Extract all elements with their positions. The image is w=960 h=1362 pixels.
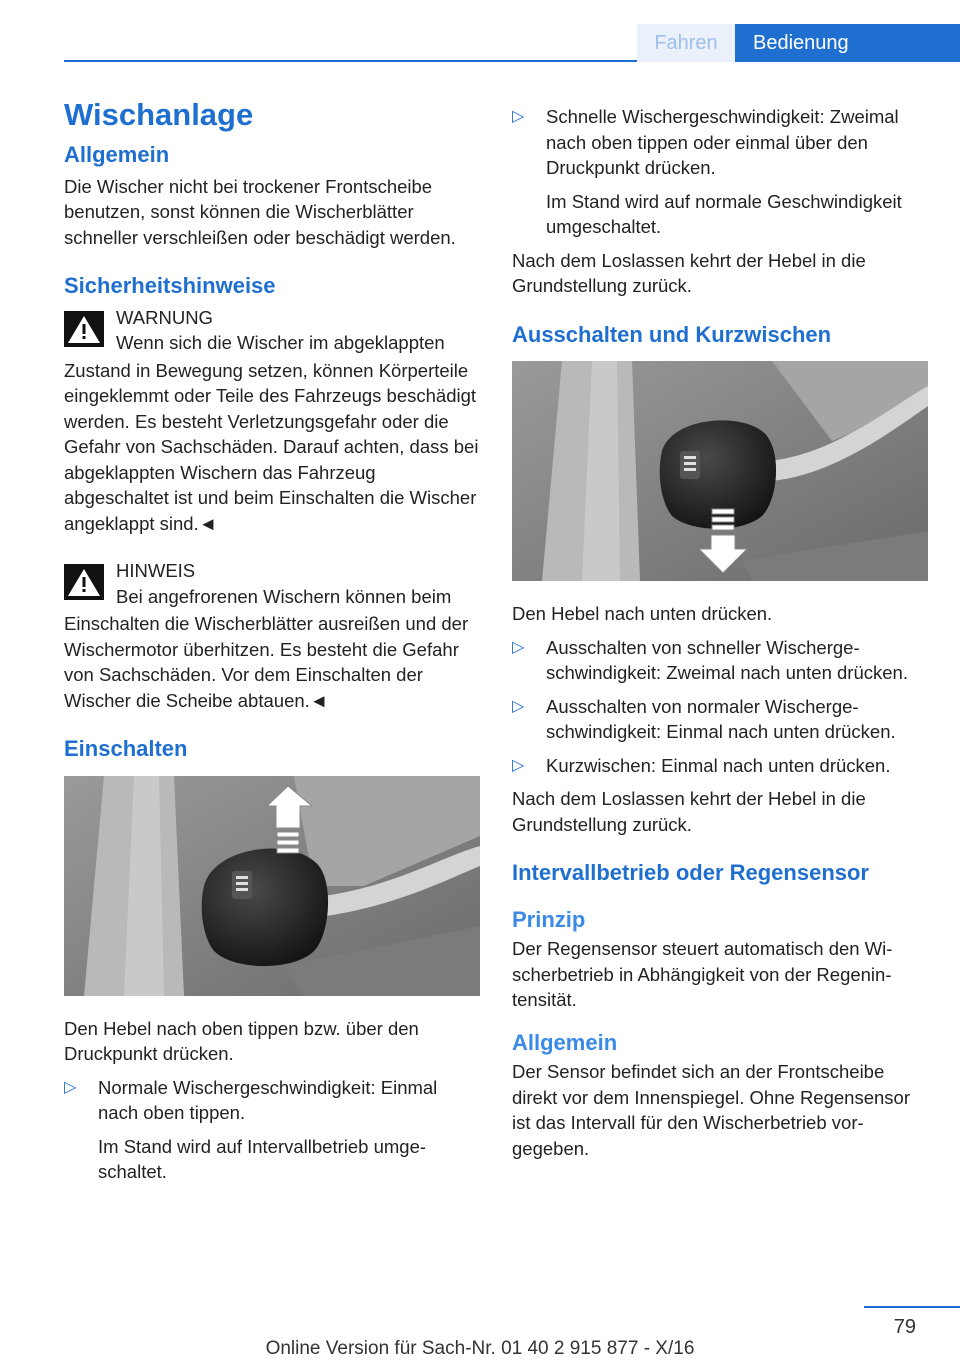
- page-title: Wischanlage: [64, 97, 254, 132]
- bullet-text: Schnelle Wischergeschwindigkeit: Zweimal nach oben tippen oder einmal über den Druckpunkt drücken.: [546, 106, 899, 178]
- notice-line1: Bei angefrorenen Wischern können beim: [116, 585, 452, 607]
- bullet-text: Normale Wischergeschwindigkeit: Einmal nach oben tippen.: [98, 1076, 438, 1124]
- tab-bedienung[interactable]: Bedienung: [735, 24, 960, 62]
- einschalten-heading: Einschalten: [64, 736, 188, 762]
- wiper-lever-up-photo: [64, 776, 480, 996]
- warning-text: Zustand in Bewegung setzen, können Körperteile eingeklemmt oder Teile des Fahrzeugs beschädigt werden. Es besteht Verletzungsgefahr oder die Gefahr von Sachschäden. Darauf achten, dass bei abgeklappten Wischern das Fahrzeug abgeschaltet ist und beim Einschalten die Wischer angeklappt sind.◄: [64, 359, 479, 534]
- triangle-bullet-icon: ▷: [512, 756, 525, 774]
- list-item: [512, 694, 932, 745]
- wiper-lever-down-photo: [512, 361, 928, 581]
- triangle-bullet-icon: ▷: [64, 1078, 77, 1096]
- warning-triangle-icon: [64, 311, 104, 347]
- sicherheit-heading: Sicherheitshinweise: [64, 273, 276, 299]
- einschalten-caption: Den Hebel nach oben tippen bzw. über den Druckpunkt drücken.: [64, 1017, 419, 1065]
- release-text-1: Nach dem Loslassen kehrt der Hebel in die Grundstellung zurück.: [512, 249, 866, 296]
- notice-text: Einschalten die Wischerblätter ausreißen und der Wischermotor überhitzen. Es besteht die Gefahr von Sachschäden. Vor dem Einschalten der Wischer die Scheibe abtauen.◄: [64, 613, 469, 711]
- list-item: [64, 1075, 482, 1185]
- right-column: [512, 100, 932, 1161]
- allgemein2-text: Der Sensor befindet sich an der Frontscheibe direkt vor dem Innenspiegel. Ohne Regensensor ist das Intervall für den Wischerbetrieb vorgegeben.: [512, 1061, 910, 1159]
- allgemein-text: Die Wischer nicht bei trockener Frontscheibe benutzen, sonst können die Wischerblätter schneller verschleißen oder beschädigt werden.: [64, 175, 456, 248]
- bullet-subtext: Im Stand wird auf normale Geschwindigkeit umgeschaltet.: [546, 190, 902, 237]
- release-text-2: Nach dem Loslassen kehrt der Hebel in die Grundstellung zurück.: [512, 788, 866, 835]
- allgemein-heading: Allgemein: [64, 142, 170, 168]
- left-column: [64, 96, 482, 1193]
- ausschalten-heading: Ausschalten und Kurzwischen: [512, 321, 832, 347]
- einschalten-list-cont: [512, 104, 932, 240]
- triangle-bullet-icon: ▷: [512, 108, 525, 125]
- bullet-subtext: Im Stand wird auf Intervallbetrieb umgeschaltet.: [98, 1135, 427, 1183]
- warning-block: [64, 305, 482, 537]
- einschalten-list: [64, 1075, 482, 1185]
- prinzip-heading: Prinzip: [512, 906, 586, 932]
- page-number: 79: [893, 1316, 916, 1338]
- bullet-text: Ausschalten von schneller Wischergeschwindigkeit: Zweimal nach unten drücken.: [546, 636, 908, 684]
- ausschalten-caption: Den Hebel nach unten drücken.: [512, 603, 773, 625]
- bullet-text: Ausschalten von normaler Wischergeschwindigkeit: Einmal nach unten drücken.: [546, 695, 896, 743]
- list-item: [512, 635, 932, 686]
- notice-triangle-icon: [64, 564, 104, 600]
- tab-fahren[interactable]: Fahren: [637, 24, 735, 62]
- ausschalten-list: [512, 635, 932, 779]
- prinzip-text: Der Regensensor steuert automatisch den Wischerbetrieb in Abhängigkeit von der Regenintensität.: [512, 938, 893, 1011]
- list-item: [512, 753, 932, 779]
- warning-line1: Wenn sich die Wischer im abgeklappten: [116, 332, 445, 354]
- allgemein2-heading: Allgemein: [512, 1029, 618, 1055]
- triangle-bullet-icon: ▷: [512, 638, 525, 656]
- intervall-heading: Intervallbetrieb oder Regensensor: [512, 860, 869, 886]
- list-item: [512, 104, 932, 240]
- bullet-text: Kurzwischen: Einmal nach unten drücken.: [546, 754, 891, 776]
- page-number-rule: [864, 1306, 960, 1308]
- notice-block: [64, 558, 482, 713]
- warning-label: WARNUNG: [116, 306, 213, 328]
- notice-label: HINWEIS: [116, 560, 196, 582]
- triangle-bullet-icon: ▷: [512, 697, 525, 715]
- footer-text: Online Version für Sach-Nr. 01 40 2 915 877 - X/16: [265, 1338, 695, 1359]
